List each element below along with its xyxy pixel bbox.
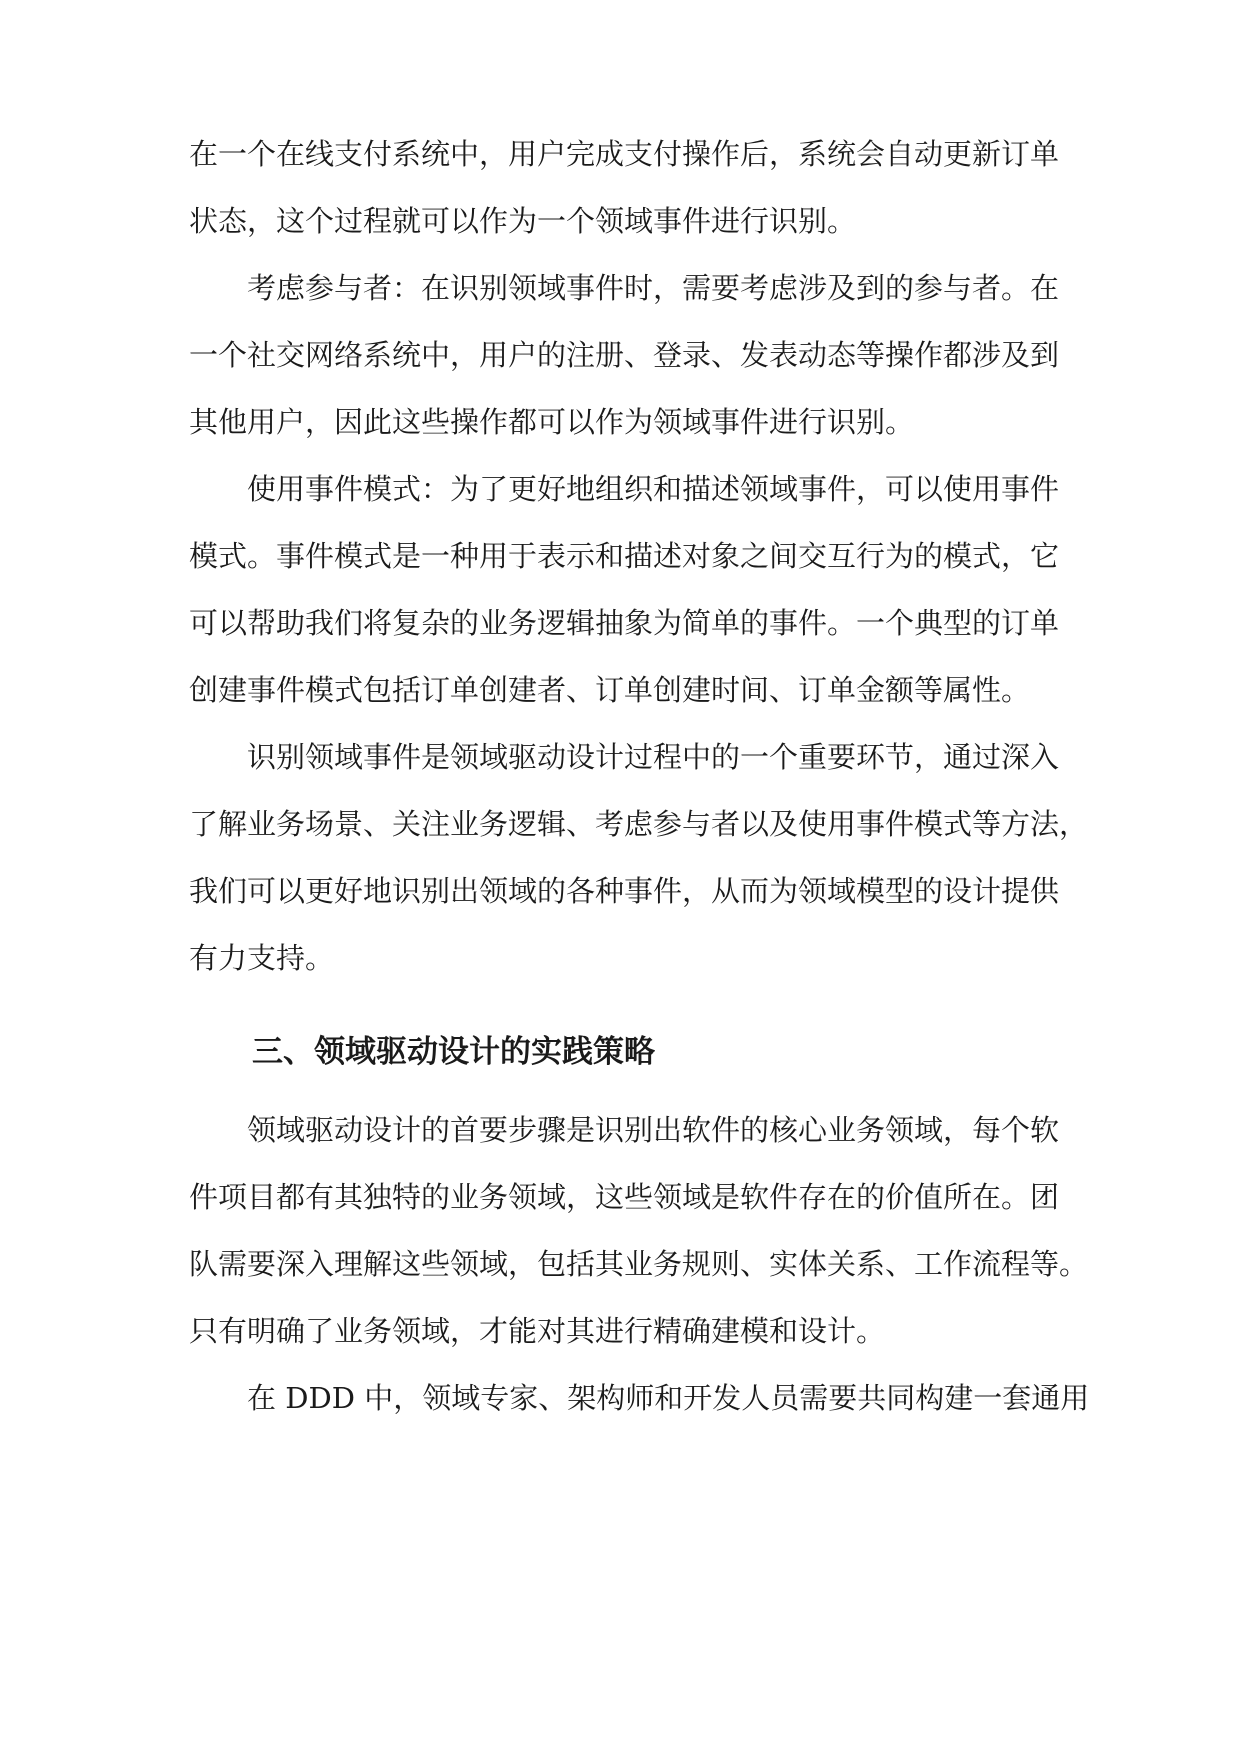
paragraph-line: 队需要深入理解这些领域，包括其业务规则、实体关系、工作流程等。 <box>189 1247 1089 1281</box>
paragraph-line: 使用事件模式：为了更好地组织和描述领域事件，可以使用事件 <box>189 472 1060 506</box>
paragraph-line: 识别领域事件是领域驱动设计过程中的一个重要环节，通过深入 <box>189 740 1060 774</box>
paragraph-line: 件项目都有其独特的业务领域，这些领域是软件存在的价值所在。团 <box>189 1180 1060 1214</box>
paragraph-line: 在一个在线支付系统中，用户完成支付操作后，系统会自动更新订单 <box>189 137 1060 171</box>
paragraph-line: 其他用户，因此这些操作都可以作为领域事件进行识别。 <box>189 405 915 439</box>
paragraph-line: 一个社交网络系统中，用户的注册、登录、发表动态等操作都涉及到 <box>189 338 1060 372</box>
paragraph-line: 有力支持。 <box>189 941 335 975</box>
paragraph-line: 可以帮助我们将复杂的业务逻辑抽象为简单的事件。一个典型的订单 <box>189 606 1060 640</box>
paragraph-line: 了解业务场景、关注业务逻辑、考虑参与者以及使用事件模式等方法， <box>189 807 1089 841</box>
section-heading: 三、领域驱动设计的实践策略 <box>252 1034 655 1070</box>
paragraph-line: 模式。事件模式是一种用于表示和描述对象之间交互行为的模式，它 <box>189 539 1060 573</box>
paragraph-line: 创建事件模式包括订单创建者、订单创建时间、订单金额等属性。 <box>189 673 1031 707</box>
paragraph-line: 考虑参与者：在识别领域事件时，需要考虑涉及到的参与者。在 <box>189 271 1060 305</box>
paragraph-line: 我们可以更好地识别出领域的各种事件，从而为领域模型的设计提供 <box>189 874 1060 908</box>
paragraph-line: 在 DDD 中，领域专家、架构师和开发人员需要共同构建一套通用 <box>189 1381 1090 1415</box>
paragraph-line: 只有明确了业务领域，才能对其进行精确建模和设计。 <box>189 1314 886 1348</box>
paragraph-line: 状态，这个过程就可以作为一个领域事件进行识别。 <box>189 204 857 238</box>
paragraph-line: 领域驱动设计的首要步骤是识别出软件的核心业务领域，每个软 <box>189 1113 1060 1147</box>
